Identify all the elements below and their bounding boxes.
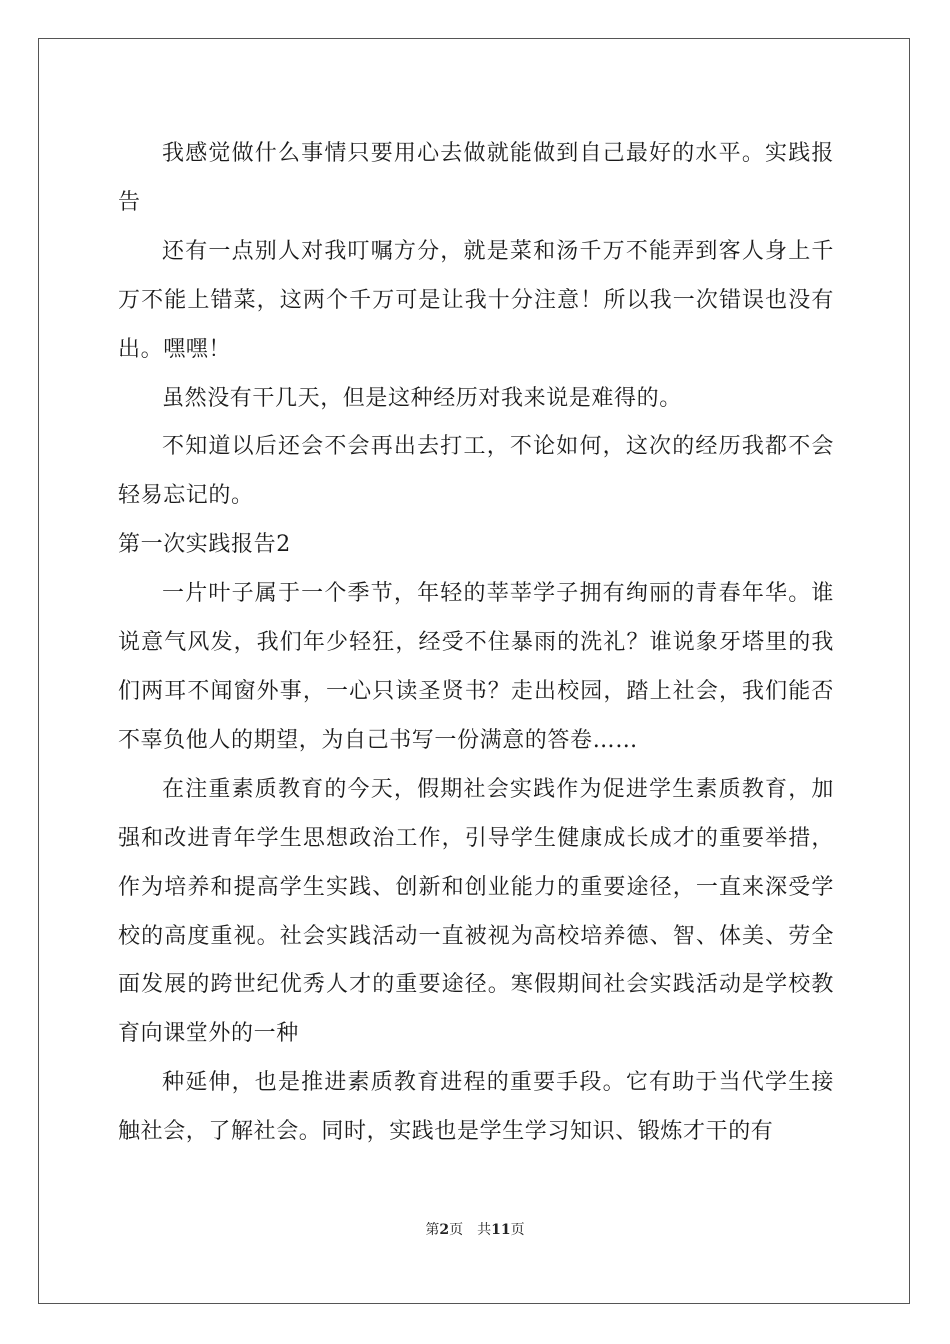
current-page-number: 2 — [439, 1222, 450, 1238]
document-body — [118, 130, 834, 1157]
total-label-suffix: 页 — [510, 1222, 525, 1238]
paragraph: 在注重素质教育的今天，假期社会实践作为促进学生素质教育，加强和改进青年学生思想政治工作，引导学生健康成长成才的重要举措，作为培养和提高学生实践、创新和创业能力的重要途径，一直来深受学校的高度重视。社会实践活动一直被视为高校培养德、智、体美、劳全面发展的跨世纪优秀人才的重要途径。寒假期间社会实践活动是学校教育向课堂外的一种 — [118, 776, 834, 1047]
total-label-prefix: 共 — [477, 1222, 492, 1238]
paragraph: 不知道以后还会不会再出去打工，不论如何，这次的经历我都不会轻易忘记的。 — [118, 434, 834, 509]
page-footer — [0, 1219, 950, 1239]
paragraph: 种延伸，也是推进素质教育进程的重要手段。它有助于当代学生接触社会，了解社会。同时，实践也是学生学习知识、锻炼才干的有 — [118, 1070, 834, 1145]
paragraph: 虽然没有干几天，但是这种经历对我来说是难得的。 — [162, 385, 682, 411]
paragraph: 我感觉做什么事情只要用心去做就能做到自己最好的水平。实践报告 — [118, 141, 834, 215]
section-title: 第一次实践报告2 — [118, 532, 291, 558]
page-label-prefix: 第 — [425, 1222, 440, 1238]
paragraph: 一片叶子属于一个季节，年轻的莘莘学子拥有绚丽的青春年华。谁说意气风发，我们年少轻狂，经受不住暴雨的洗礼？谁说象牙塔里的我们两耳不闻窗外事，一心只读圣贤书？走出校园，踏上社会，我们能否不辜负他人的期望，为自己书写一份满意的答卷…… — [118, 581, 834, 753]
paragraph: 还有一点别人对我叮嘱方分，就是菜和汤千万不能弄到客人身上千万不能上错菜，这两个千万可是让我十分注意！所以我一次错误也没有出。嘿嘿！ — [118, 238, 834, 362]
total-page-count: 11 — [491, 1222, 511, 1238]
page-label-suffix: 页 — [449, 1222, 464, 1238]
